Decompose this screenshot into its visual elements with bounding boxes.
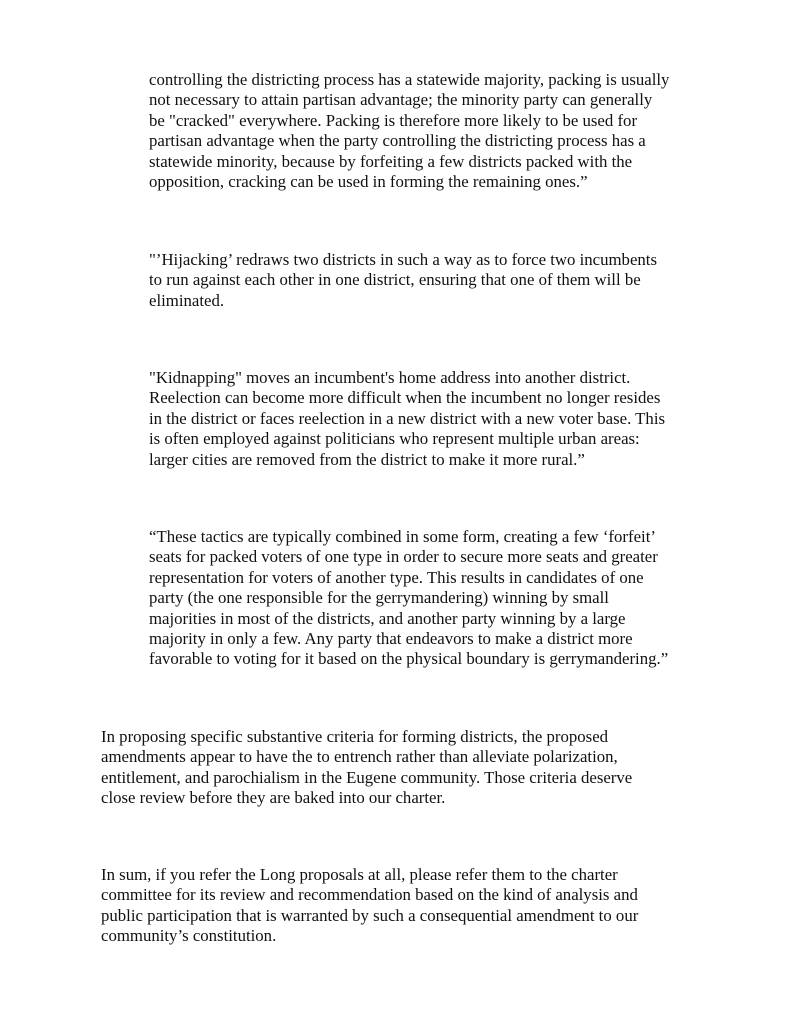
- paragraph-substantive-criteria: In proposing specific substantive criteria for forming districts, the proposed amendments appear to have the to entrench rather than alleviate polarization, entitlement, and parochialism in the Eugene community. Those criteria deserve close review before they are baked into our charter.: [101, 727, 633, 808]
- paragraph-conclusion: In sum, if you refer the Long proposals at all, please refer them to the charter committee for its review and recommendation based on the kind of analysis and public participation that is warranted by such a consequential amendment to our community’s constitution.: [101, 865, 639, 946]
- quote-packing-cracking: controlling the districting process has a statewide majority, packing is usually not necessary to attain partisan advantage; the minority party can generally be "cracked" everywhere. Packing is therefore more likely to be used for partisan advantage when the party controlling the districting process has a statewide minority, because by forfeiting a few districts packed with the opposition, cracking can be used in forming the remaining ones.”: [149, 70, 670, 192]
- quote-hijacking: "’Hijacking’ redraws two districts in such a way as to force two incumbents to run against each other in one district, ensuring that one of them will be eliminated.: [149, 250, 657, 310]
- quote-kidnapping: "Kidnapping" moves an incumbent's home address into another district. Reelection can become more difficult when the incumbent no longer resides in the district or faces reelection in a new district with a new voter base. This is often employed against politicians who represent multiple urban areas: larger cities are removed from the district to make it more rural.”: [149, 368, 666, 469]
- quote-tactics-combined: “These tactics are typically combined in some form, creating a few ‘forfeit’ seats for packed voters of one type in order to secure more seats and greater representation for voters of another type. This results in candidates of one party (the one responsible for the gerrymandering) winning by small majorities in most of the districts, and another party winning by a large majority in only a few. Any party that endeavors to make a district more favorable to voting for it based on the physical boundary is gerrymandering.”: [149, 527, 669, 669]
